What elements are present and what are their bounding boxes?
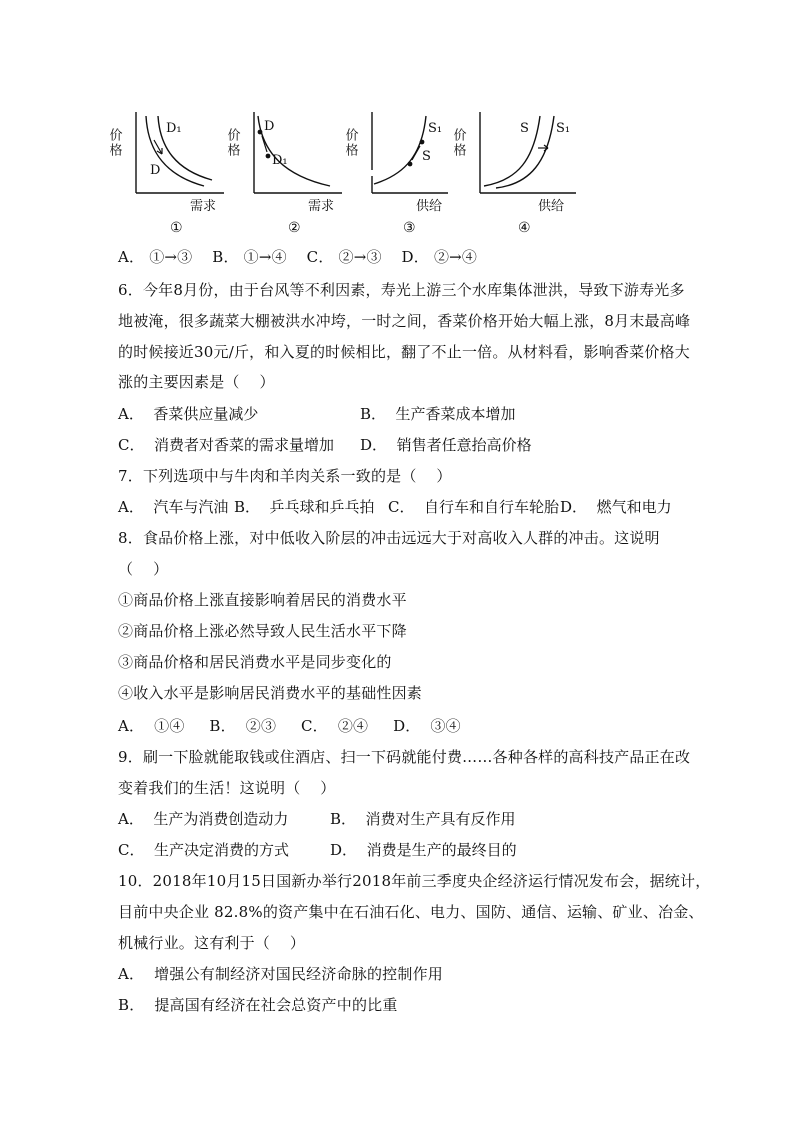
- q5-options: A． ①→③ B． ①→④ C． ②→③ D． ②→④: [118, 248, 478, 266]
- q6-option-b: B． 生产香菜成本增加: [360, 405, 516, 423]
- q8-item-3: ③商品价格和居民消费水平是同步变化的: [118, 653, 392, 671]
- figure-2-point-d1: [266, 154, 271, 159]
- q7-option-b: B． 乒乓球和乒乓拍: [234, 498, 375, 516]
- q8-stem: 8．食品价格上涨，对中低收入阶层的冲击远远大于对高收入人群的冲击。这说明: [118, 529, 660, 547]
- q7-option-d: D． 燃气和电力: [560, 498, 672, 516]
- figure-4-curve1-label: S: [520, 121, 529, 136]
- figure-2-curve2-label: D₁: [272, 153, 288, 168]
- q7-option-a: A． 汽车与汽油: [118, 498, 229, 516]
- figure-1-demand-shift: [106, 108, 227, 240]
- q6-stem-line-4: 涨的主要因素是（ ）: [118, 373, 275, 391]
- q8-options: A． ①④ B． ②③ C． ②④ D． ③④: [118, 717, 461, 735]
- q6-stem-line-2: 地被淹，很多蔬菜大棚被洪水冲垮，一时之间，香菜价格开始大幅上涨，8月末最高峰: [118, 312, 691, 330]
- figure-3-y-label: 价格: [342, 128, 358, 158]
- figure-3-point-s1: [420, 140, 425, 145]
- figure-4-curve-s: [484, 116, 540, 186]
- figure-4-x-label: 供给: [538, 199, 565, 214]
- q9-option-c: C． 生产决定消费的方式: [118, 841, 290, 859]
- figure-1-curve1-label: D₁: [166, 121, 182, 136]
- q9-stem-line-2: 变着我们的生活！这说明（ ）: [118, 779, 336, 797]
- figure-3-curve1-label: S₁: [428, 121, 443, 136]
- figure-2-point-d: [258, 130, 263, 135]
- q9-stem-line-1: 9．刷一下脸就能取钱或住酒店、扫一下码就能付费……各种各样的高科技产品正在改: [118, 748, 691, 766]
- figure-3-move-arrow: [412, 146, 420, 160]
- q9-option-d: D． 消费是生产的最终目的: [330, 841, 517, 859]
- q9-option-a: A． 生产为消费创造动力: [118, 810, 289, 828]
- figure-2-demand-movement: [224, 108, 345, 240]
- q6-option-d: D． 销售者任意抬高价格: [360, 436, 532, 454]
- figure-2-curve1-label: D: [264, 119, 275, 134]
- figure-1-number: ①: [170, 220, 183, 236]
- q10-stem-line-3: 机械行业。这有利于（ ）: [118, 934, 306, 952]
- q8-paren: （ ）: [118, 560, 169, 578]
- q6-option-a: A． 香菜供应量减少: [118, 405, 259, 423]
- figure-3-number: ③: [403, 220, 416, 236]
- q6-stem-line-3: 的时候接近30元/斤，和入夏的时候相比，翻了不止一倍。从材料看，影响香菜价格大: [118, 343, 690, 361]
- figure-4-number: ④: [518, 220, 531, 236]
- q10-stem-line-2: 目前中央企业 82.8%的资产集中在石油石化、电力、国防、通信、运输、矿业、冶金、: [118, 903, 704, 921]
- figure-3-point-s: [408, 162, 413, 167]
- figure-1-x-label: 需求: [190, 199, 217, 214]
- figure-3-x-label: 供给: [416, 199, 443, 214]
- q10-stem-line-1: 10．2018年10月15日国新办举行2018年前三季度央企经济运行情况发布会，据统计，: [118, 872, 711, 890]
- figure-4-curve2-label: S₁: [556, 121, 571, 136]
- figure-1-curve2-label: D: [150, 163, 161, 178]
- q10-option-b: B． 提高国有经济在社会总资产中的比重: [118, 996, 398, 1014]
- q6-stem-line-1: 6．今年8月份，由于台风等不利因素，寿光上游三个水库集体泄洪，导致下游寿光多: [118, 281, 685, 299]
- figure-3-curve2-label: S: [422, 149, 431, 164]
- figure-2-x-label: 需求: [308, 199, 335, 214]
- figure-4-y-label: 价格: [450, 128, 466, 158]
- figure-1-y-label: 价格: [106, 128, 122, 158]
- q8-item-2: ②商品价格上涨必然导致人民生活水平下降: [118, 622, 407, 640]
- q9-option-b: B． 消费对生产具有反作用: [330, 810, 516, 828]
- q10-option-a: A． 增强公有制经济对国民经济命脉的控制作用: [118, 965, 443, 983]
- figure-4-supply-shift: [450, 108, 581, 240]
- figure-2-number: ②: [288, 220, 301, 236]
- q7-option-c: C． 自行车和自行车轮胎: [388, 498, 560, 516]
- q6-option-c: C． 消费者对香菜的需求量增加: [118, 436, 335, 454]
- figure-2-y-label: 价格: [224, 128, 240, 158]
- q8-item-1: ①商品价格上涨直接影响着居民的消费水平: [118, 591, 407, 609]
- figure-3-supply-movement: [342, 108, 463, 240]
- q7-stem: 7．下列选项中与牛肉和羊肉关系一致的是（ ）: [118, 467, 452, 485]
- supply-demand-figures: [106, 108, 582, 240]
- q8-item-4: ④收入水平是影响居民消费水平的基础性因素: [118, 684, 423, 702]
